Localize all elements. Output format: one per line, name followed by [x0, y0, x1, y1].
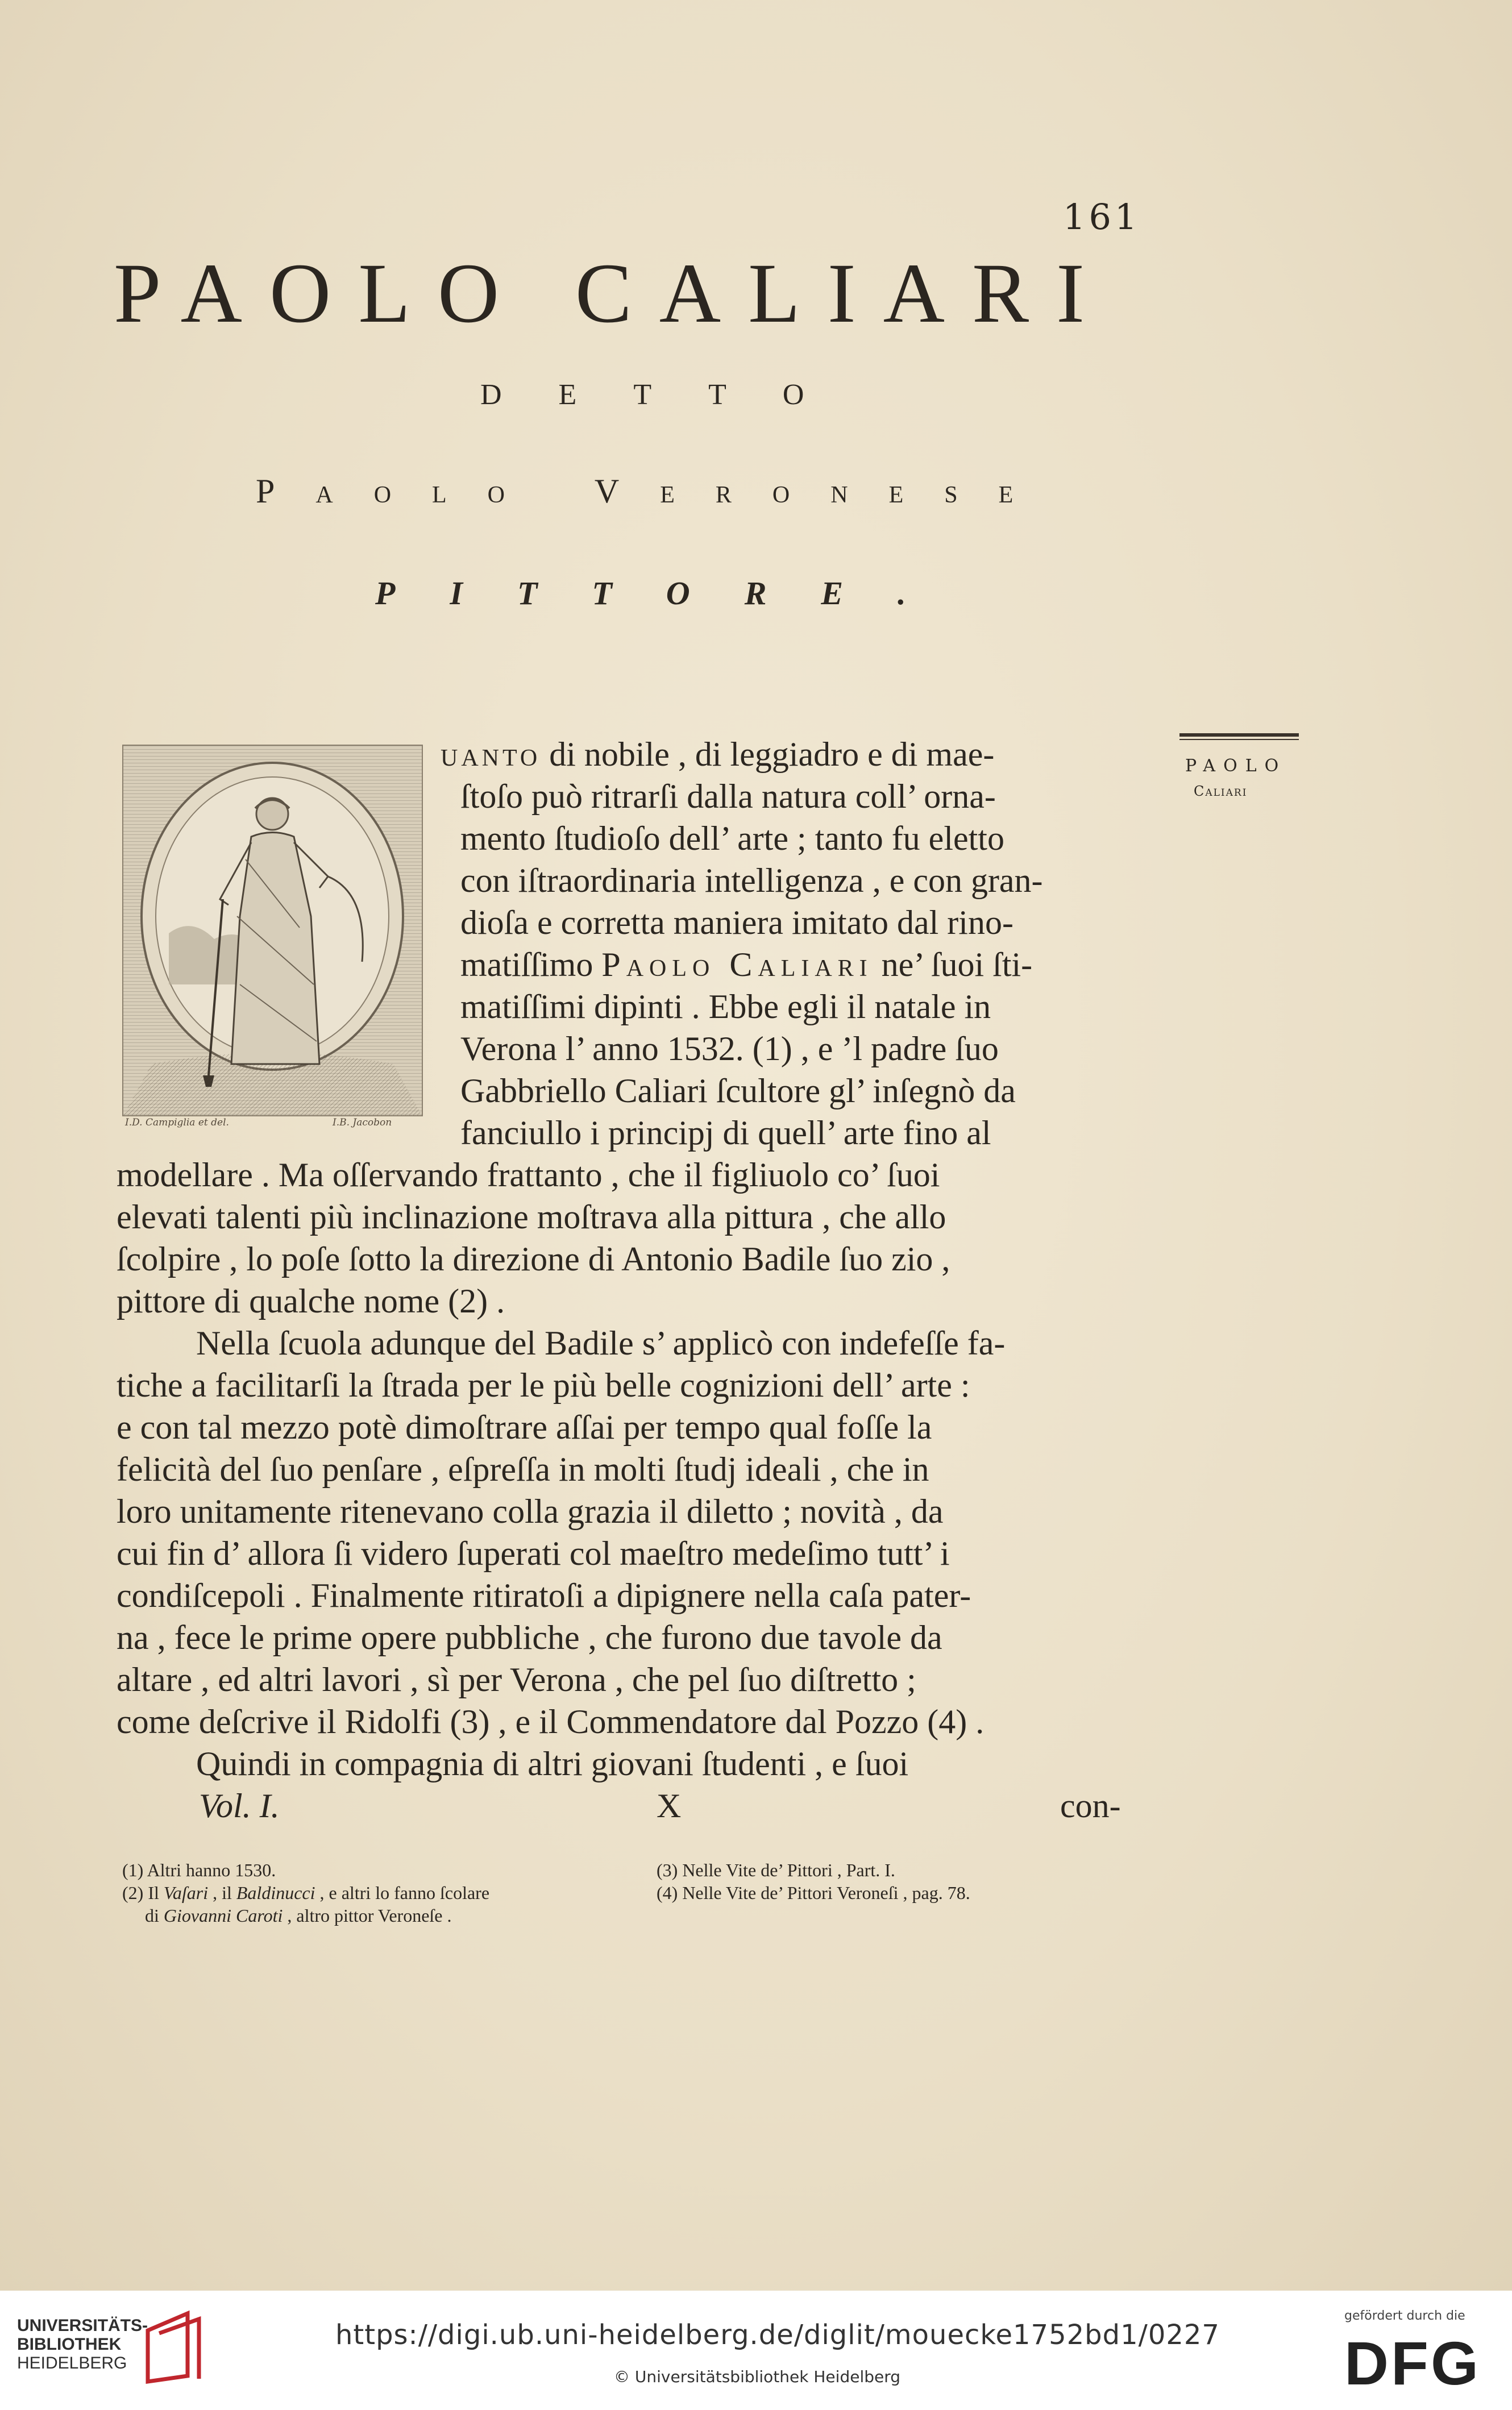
body-line: loro unitamente ritenevano colla grazia il diletto ; novità , da	[117, 1493, 944, 1530]
subtitle-role: PITTORE.	[375, 575, 961, 612]
chapter-title: PAOLO CALIARI	[114, 246, 1112, 340]
body-line: come deſcrive il Ridolfi (3) , e il Commendatore dal Pozzo (4) .	[117, 1703, 985, 1740]
volume-signature: Vol. I.	[199, 1787, 280, 1825]
body-line: tiche a facilitarſi la ſtrada per le più belle cognizioni dell’ arte :	[117, 1366, 970, 1404]
artist-name: Paolo Caliari	[601, 946, 873, 983]
logo-line-2: BIBLIOTHEK	[17, 2335, 122, 2354]
body-line: cui fin d’ allora ſi videro ſuperati col maeſtro medeſimo tutt’ i	[117, 1535, 950, 1572]
dfg-label: gefördert durch die	[1344, 2309, 1465, 2323]
portrait-image	[123, 746, 422, 1115]
body-line	[441, 733, 994, 775]
body-line: ſtoſo può ritrarſi dalla natura coll’ orna-	[460, 778, 996, 815]
body-line: e con tal mezzo potè dimoſtrare aſſai per tempo qual foſſe la	[117, 1408, 932, 1446]
body-line: con iſtraordinaria intelligenza , e con gran-	[460, 862, 1043, 899]
body-line: modellare . Ma oſſervando frattanto , che il figliuolo co’ ſuoi	[117, 1156, 940, 1194]
body-line: condiſcepoli . Finalmente ritiratoſi a dipignere nella caſa pater-	[117, 1577, 971, 1614]
margin-note-line2: Caliari	[1194, 783, 1248, 799]
footnote-name: Giovanni Caroti	[163, 1905, 283, 1926]
footnote-4: (4) Nelle Vite de’ Pittori Veroneſi , pag. 78.	[657, 1883, 970, 1903]
body-line: Quindi in compagnia di altri giovani ſtudenti , e ſuoi	[196, 1745, 909, 1782]
body-line: fanciullo i principj di quell’ arte fino al	[460, 1114, 991, 1152]
portrait-caption-left: I.D. Campiglia et del.	[125, 1117, 229, 1128]
body-line: na , fece le prime opere pubbliche , che furono due tavole da	[117, 1619, 942, 1656]
footnote-text: , altro pittor Veroneſe .	[287, 1905, 452, 1926]
body-line	[460, 944, 1032, 986]
subtitle-name: Paolo Veronese	[256, 472, 1054, 510]
footnote-text: di	[145, 1905, 159, 1926]
body-line: ſcolpire , lo poſe ſotto la direzione di Antonio Badile ſuo zio ,	[117, 1240, 950, 1278]
footnote-text: , e altri lo fanno ſcolare	[319, 1883, 490, 1903]
body-line: Gabbriello Caliari ſcultore gl’ inſegnò da	[460, 1072, 1016, 1110]
body-text: di nobile , di leggiadro e di mae-	[549, 736, 995, 773]
logo-line-1: UNIVERSITÄTS-	[17, 2316, 148, 2335]
portrait-engraving	[122, 745, 423, 1116]
permalink-url[interactable]: https://digi.ub.uni-heidelberg.de/diglit/mouecke1752bd1/0227	[335, 2319, 1220, 2351]
footnote-text: , il	[213, 1883, 232, 1903]
margin-rule-thin	[1179, 739, 1299, 740]
page-number: 161	[1063, 196, 1141, 238]
footnote-name: Vaſari	[163, 1883, 209, 1903]
subtitle-detto: DETTO	[480, 379, 861, 411]
body-line: elevati talenti più inclinazione moſtrava alla pittura , che allo	[117, 1198, 946, 1236]
footnote-2	[122, 1881, 489, 1904]
drop-word: uanto	[441, 736, 541, 773]
footnote-name: Baldinucci	[236, 1883, 315, 1903]
catchword: con-	[1060, 1787, 1121, 1825]
body-text: matiſſimo	[460, 946, 593, 983]
dfg-logo[interactable]: DFG	[1344, 2329, 1481, 2397]
logo-line-3: HEIDELBERG	[17, 2354, 127, 2372]
footnote-text: (2) Il	[122, 1883, 159, 1903]
library-logo[interactable]	[17, 2316, 148, 2372]
margin-rule	[1179, 733, 1299, 737]
body-text: ne’ ſuoi ſti-	[881, 946, 1033, 983]
margin-note-line1: PAOLO	[1185, 756, 1287, 776]
body-line: matiſſimi dipinti . Ebbe egli il natale in	[460, 988, 991, 1025]
footnote-2-cont	[145, 1904, 451, 1927]
body-line: altare , ed altri lavori , sì per Verona , che pel ſuo diſtretto ;	[117, 1661, 916, 1698]
body-line: felicità del ſuo penſare , eſpreſſa in molti ſtudj ideali , che in	[117, 1451, 929, 1488]
gathering-signature: X	[657, 1787, 682, 1825]
body-line: Nella ſcuola adunque del Badile s’ applicò con indefeſſe fa-	[196, 1324, 1006, 1362]
body-line: mento ſtudioſo dell’ arte ; tanto fu eletto	[460, 820, 1004, 857]
body-line: dioſa e corretta maniera imitato dal rino-	[460, 904, 1013, 941]
portrait-caption-right: I.B. Jacobon	[333, 1117, 392, 1128]
body-line: Verona l’ anno 1532. (1) , e ’l padre ſuo	[460, 1030, 999, 1067]
footnote-3: (3) Nelle Vite de’ Pittori , Part. I.	[657, 1860, 895, 1880]
library-logo-icon	[142, 2308, 210, 2390]
copyright-notice: © Universitätsbibliothek Heidelberg	[614, 2367, 901, 2386]
body-line: pittore di qualche nome (2) .	[117, 1282, 505, 1320]
footnote-1: (1) Altri hanno 1530.	[122, 1860, 276, 1880]
